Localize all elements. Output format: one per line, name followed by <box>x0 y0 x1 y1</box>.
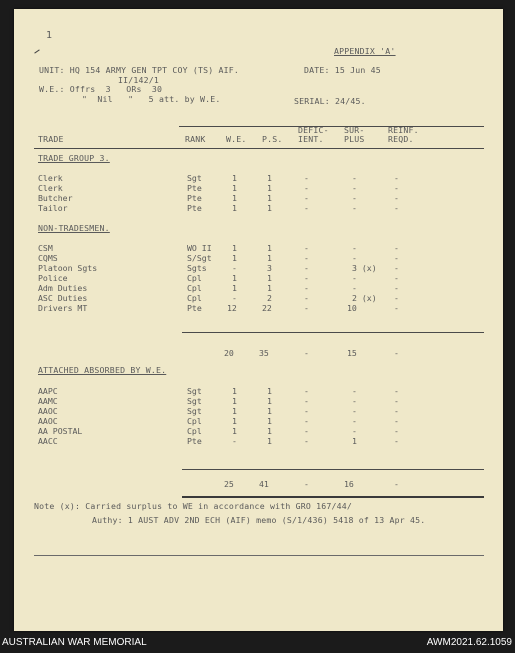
defic-cell: - <box>304 273 309 283</box>
reinf-cell: - <box>394 243 399 253</box>
header-bottom-rule <box>34 148 484 149</box>
ps-cell: 1 <box>267 183 272 193</box>
col-surplus-2: PLUS <box>344 134 365 144</box>
we-cell: 1 <box>232 396 237 406</box>
rank-cell: Cpl <box>187 426 202 436</box>
col-trade: TRADE <box>38 134 64 144</box>
unit-line: UNIT: HQ 154 ARMY GEN TPT COY (TS) AIF. <box>39 65 240 75</box>
total-row <box>14 479 503 489</box>
table-row <box>14 283 503 293</box>
table-row <box>14 293 503 303</box>
rank-cell: Cpl <box>187 273 202 283</box>
section-title-trade-group: TRADE GROUP 3. <box>38 153 110 163</box>
subtotal-row <box>14 348 503 358</box>
col-defic-1: DEFIC- <box>298 125 329 135</box>
surplus-cell: - <box>352 183 357 193</box>
trade-cell: AAOC <box>38 406 58 416</box>
reinf-cell: - <box>394 173 399 183</box>
table-row <box>14 193 503 203</box>
subtotal-we: 20 <box>224 348 234 358</box>
subtotal-ps: 35 <box>259 348 269 358</box>
trade-cell: CQMS <box>38 253 58 263</box>
surplus-cell: - <box>352 273 357 283</box>
rank-cell: Cpl <box>187 293 202 303</box>
we-cell: 1 <box>232 173 237 183</box>
surplus-cell: - <box>352 173 357 183</box>
trade-cell: AA POSTAL <box>38 426 83 436</box>
ps-cell: 1 <box>267 243 272 253</box>
reinf-cell: - <box>394 183 399 193</box>
trade-cell: CSM <box>38 243 53 253</box>
reference-number: II/142/1 <box>118 75 160 85</box>
ps-cell: 1 <box>267 273 272 283</box>
section-title-non-tradesmen: NON-TRADESMEN. <box>38 223 110 233</box>
reinf-cell: - <box>394 426 399 436</box>
defic-cell: - <box>304 203 309 213</box>
surplus-cell: - <box>352 243 357 253</box>
ps-cell: 1 <box>267 436 272 446</box>
table-row <box>14 173 503 183</box>
surplus-cell: - <box>352 426 357 436</box>
surplus-cell: 1 <box>352 436 357 446</box>
page-number: 1 <box>46 30 53 41</box>
reinf-cell: - <box>394 283 399 293</box>
footer-institution: AUSTRALIAN WAR MEMORIAL <box>2 637 147 648</box>
ps-cell: 1 <box>267 416 272 426</box>
defic-cell: - <box>304 406 309 416</box>
rank-cell: Pte <box>187 303 202 313</box>
trade-cell: Butcher <box>38 193 73 203</box>
reinf-cell: - <box>394 416 399 426</box>
table-row <box>14 406 503 416</box>
total-defic: - <box>304 479 309 489</box>
surplus-cell: - <box>352 386 357 396</box>
reinf-cell: - <box>394 406 399 416</box>
col-ps: P.S. <box>262 134 283 144</box>
table-row <box>14 263 503 273</box>
ps-cell: 1 <box>267 426 272 436</box>
defic-cell: - <box>304 303 309 313</box>
defic-cell: - <box>304 426 309 436</box>
defic-cell: - <box>304 386 309 396</box>
we-cell: - <box>232 263 237 273</box>
table-row <box>14 416 503 426</box>
surplus-cell: 10 <box>347 303 357 313</box>
ps-cell: 1 <box>267 283 272 293</box>
we-cell: 1 <box>232 406 237 416</box>
nil-line: " Nil " 5 att. by W.E. <box>82 94 221 104</box>
trade-cell: Drivers MT <box>38 303 88 313</box>
table-row <box>14 273 503 283</box>
document-page <box>14 9 503 631</box>
ps-cell: 1 <box>267 193 272 203</box>
defic-cell: - <box>304 263 309 273</box>
subtotal-rule <box>182 332 484 333</box>
ps-cell: 1 <box>267 396 272 406</box>
table-row <box>14 396 503 406</box>
we-cell: 12 <box>227 303 237 313</box>
defic-cell: - <box>304 193 309 203</box>
trade-cell: AAPC <box>38 386 58 396</box>
surplus-cell: - <box>352 193 357 203</box>
we-cell: 1 <box>232 416 237 426</box>
surplus-cell: - <box>352 396 357 406</box>
serial-line: SERIAL: 24/45. <box>294 96 366 106</box>
subtotal-surplus: 15 <box>347 348 357 358</box>
subtotal-reinf: - <box>394 348 399 358</box>
ps-cell: 1 <box>267 386 272 396</box>
col-surplus-1: SUR- <box>344 125 365 135</box>
we-cell: 1 <box>232 426 237 436</box>
reinf-cell: - <box>394 273 399 283</box>
trade-cell: Clerk <box>38 183 63 193</box>
rank-cell: Sgts <box>187 263 207 273</box>
ps-cell: 1 <box>267 203 272 213</box>
defic-cell: - <box>304 253 309 263</box>
rank-cell: Pte <box>187 183 202 193</box>
table-row <box>14 243 503 253</box>
defic-cell: - <box>304 416 309 426</box>
surplus-cell: - <box>352 406 357 416</box>
surplus-cell: - <box>352 203 357 213</box>
col-reinf-2: REQD. <box>388 134 414 144</box>
we-line: W.E.: Offrs 3 ORs 30 <box>39 84 163 94</box>
col-rank: RANK <box>185 134 206 144</box>
rank-cell: Pte <box>187 193 202 203</box>
reinf-cell: - <box>394 386 399 396</box>
we-cell: 1 <box>232 273 237 283</box>
defic-cell: - <box>304 283 309 293</box>
rank-cell: Sgt <box>187 173 202 183</box>
defic-cell: - <box>304 183 309 193</box>
ps-cell: 1 <box>267 406 272 416</box>
we-cell: 1 <box>232 243 237 253</box>
total-rule <box>182 469 484 470</box>
surplus-cell: - <box>352 253 357 263</box>
bottom-rule <box>34 555 484 556</box>
rank-cell: Pte <box>187 436 202 446</box>
defic-cell: - <box>304 293 309 303</box>
rank-cell: Pte <box>187 203 202 213</box>
section-title-attached: ATTACHED ABSORBED BY W.E. <box>38 365 167 375</box>
reinf-cell: - <box>394 193 399 203</box>
defic-cell: - <box>304 243 309 253</box>
col-reinf-1: REINF. <box>388 125 419 135</box>
surplus-cell: - <box>352 283 357 293</box>
rank-cell: Cpl <box>187 283 202 293</box>
we-cell: 1 <box>232 283 237 293</box>
table-row <box>14 203 503 213</box>
total-reinf: - <box>394 479 399 489</box>
trade-cell: AAMC <box>38 396 58 406</box>
trade-cell: Adm Duties <box>38 283 88 293</box>
reinf-cell: - <box>394 263 399 273</box>
archive-footer <box>0 633 515 653</box>
trade-cell: AAOC <box>38 416 58 426</box>
ps-cell: 3 <box>267 263 272 273</box>
we-cell: 1 <box>232 203 237 213</box>
reinf-cell: - <box>394 203 399 213</box>
reinf-cell: - <box>394 253 399 263</box>
reinf-cell: - <box>394 436 399 446</box>
we-cell: - <box>232 436 237 446</box>
we-cell: 1 <box>232 183 237 193</box>
total-we: 25 <box>224 479 234 489</box>
reinf-cell: - <box>394 303 399 313</box>
reinf-cell: - <box>394 293 399 303</box>
we-cell: 1 <box>232 253 237 263</box>
trade-cell: Clerk <box>38 173 63 183</box>
surplus-cell: - <box>352 416 357 426</box>
date-line: DATE: 15 Jun 45 <box>304 65 381 75</box>
ps-cell: 1 <box>267 173 272 183</box>
total-double-rule <box>182 496 484 498</box>
appendix-label: APPENDIX 'A' <box>334 46 396 56</box>
ps-cell: 22 <box>262 303 272 313</box>
table-row <box>14 426 503 436</box>
table-row <box>14 183 503 193</box>
table-row <box>14 436 503 446</box>
col-we: W.E. <box>226 134 247 144</box>
trade-cell: ASC Duties <box>38 293 88 303</box>
reinf-cell: - <box>394 396 399 406</box>
table-row <box>14 253 503 263</box>
defic-cell: - <box>304 396 309 406</box>
rank-cell: WO II <box>187 243 212 253</box>
rank-cell: S/Sgt <box>187 253 212 263</box>
rank-cell: Sgt <box>187 396 202 406</box>
trade-cell: Police <box>38 273 68 283</box>
defic-cell: - <box>304 173 309 183</box>
we-cell: 1 <box>232 193 237 203</box>
ps-cell: 1 <box>267 253 272 263</box>
table-row <box>14 303 503 313</box>
header-top-rule <box>179 126 484 127</box>
trade-cell: AACC <box>38 436 58 446</box>
surplus-cell: 3 (x) <box>352 263 377 273</box>
rank-cell: Sgt <box>187 406 202 416</box>
total-surplus: 16 <box>344 479 354 489</box>
surplus-cell: 2 (x) <box>352 293 377 303</box>
subtotal-defic: - <box>304 348 309 358</box>
col-defic-2: IENT. <box>298 134 324 144</box>
we-cell: 1 <box>232 386 237 396</box>
note-line-1: Note (x): Carried surplus to WE in accordance with GRO 167/44/ <box>34 501 353 511</box>
note-line-2: Authy: 1 AUST ADV 2ND ECH (AIF) memo (S/1/436) 5418 of 13 Apr 45. <box>92 515 426 525</box>
footer-catalog-number: AWM2021.62.1059 <box>426 637 512 648</box>
we-cell: - <box>232 293 237 303</box>
ps-cell: 2 <box>267 293 272 303</box>
total-ps: 41 <box>259 479 269 489</box>
table-row <box>14 386 503 396</box>
trade-cell: Platoon Sgts <box>38 263 98 273</box>
rank-cell: Sgt <box>187 386 202 396</box>
trade-cell: Tailor <box>38 203 68 213</box>
pen-mark <box>34 49 39 53</box>
defic-cell: - <box>304 436 309 446</box>
rank-cell: Cpl <box>187 416 202 426</box>
